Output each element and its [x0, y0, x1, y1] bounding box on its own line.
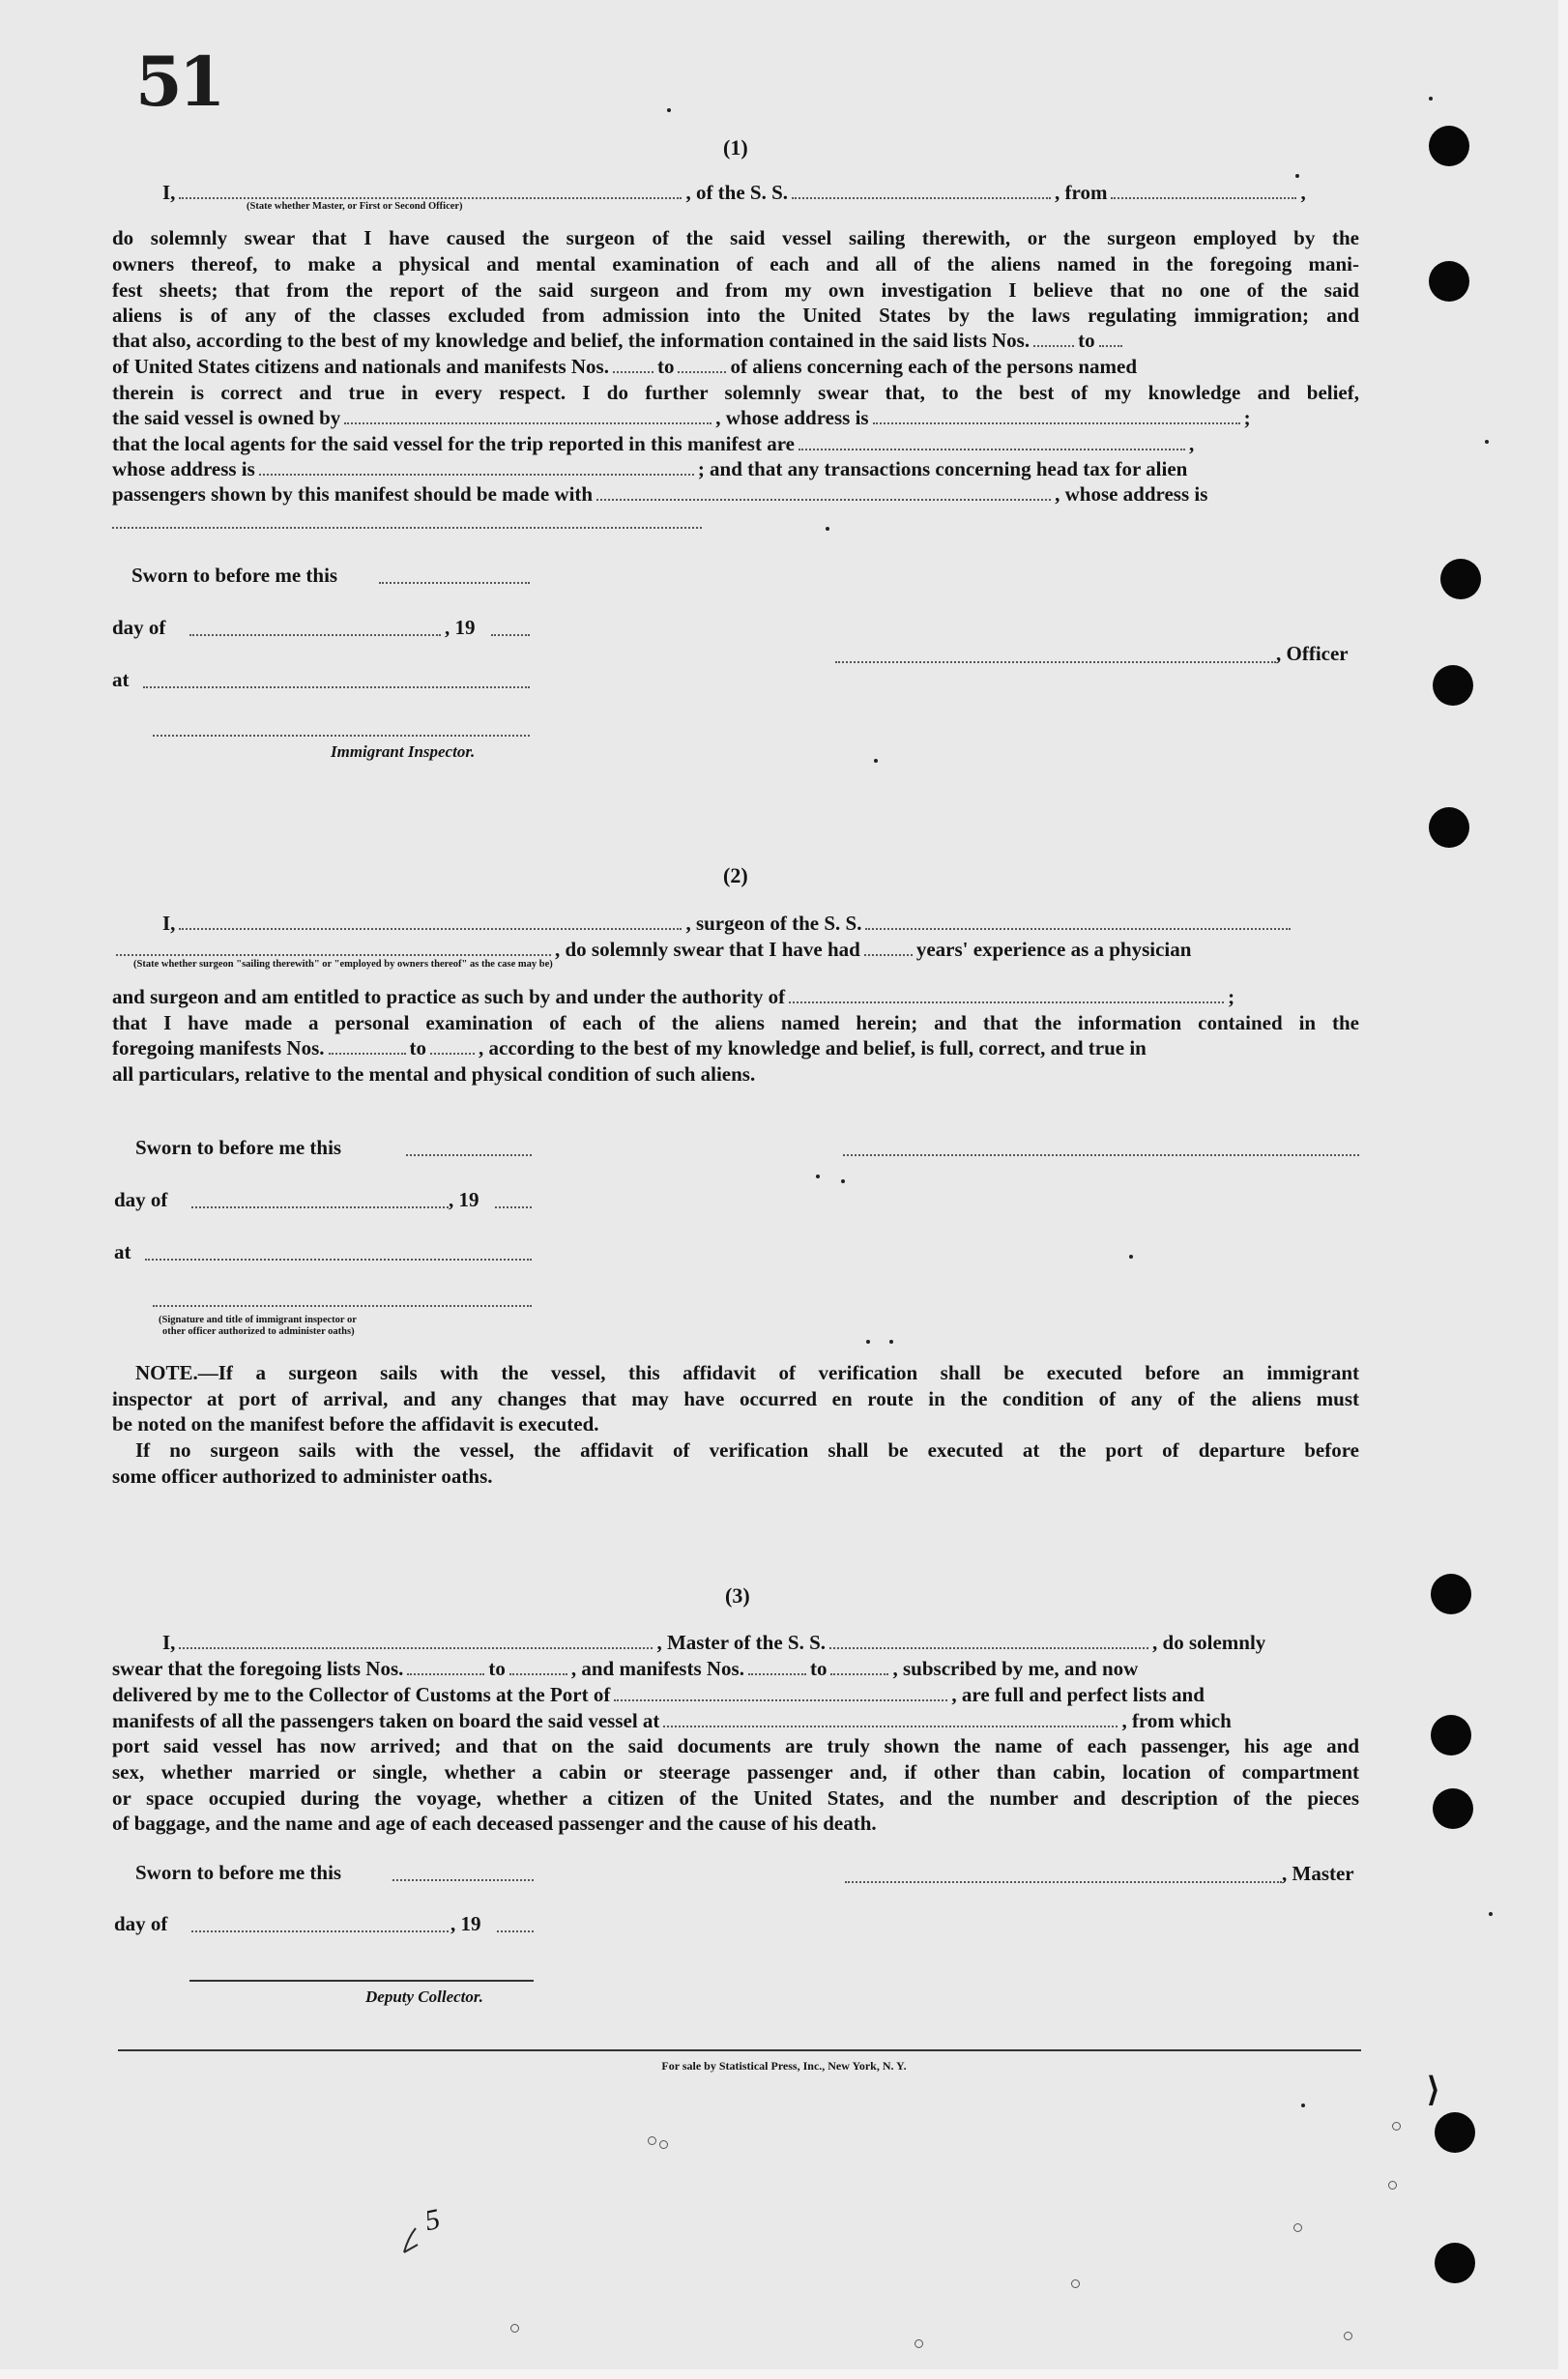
footer-rule: [118, 2049, 1361, 2051]
s1-at-label: at: [112, 668, 130, 691]
s1-line-3: owners thereof, to make a physical and mental examination of each and all of the aliens named in the foregoing mani-: [112, 252, 1359, 276]
printer-imprint: For sale by Statistical Press, Inc., New York, N. Y.: [661, 2059, 907, 2073]
page-edge-right: [1558, 0, 1568, 2379]
s1-line-1: I, , of the S. S. , from ,: [162, 181, 1306, 204]
s1-line-11: whose address is ; and that any transactions concerning head tax for alien: [112, 457, 1188, 480]
scan-ring: [510, 2324, 519, 2333]
s1-line-12: passengers shown by this manifest should be made with , whose address is: [112, 482, 1208, 506]
note-line-1: NOTE.—If a surgeon sails with the vessel, this affidavit of verification shall be executed before an immigrant: [135, 1361, 1359, 1384]
s1-day-blank: [189, 634, 441, 636]
s1-line-6: that also, according to the best of my knowledge and belief, the information contained in the said lists Nos. to: [112, 328, 1126, 353]
scan-ring: [659, 2140, 668, 2149]
scan-speck: [866, 1340, 870, 1344]
punch-hole: [1429, 807, 1469, 848]
s2-line-3: and surgeon and am entitled to practice as such by and under the authority of ;: [112, 985, 1235, 1008]
section-2-number: (2): [723, 863, 748, 887]
section-1-number: (1): [723, 135, 748, 160]
s1-inspector-blank: [153, 735, 530, 737]
s3-collector-label: Deputy Collector.: [365, 1987, 483, 2006]
page-edge-bottom: [0, 2369, 1568, 2379]
s2-line-2: , do solemnly swear that I have had years' experience as a physician: [112, 937, 1191, 962]
scan-ring: [1344, 2332, 1352, 2340]
s3-line-8: of baggage, and the name and age of each deceased passenger and the cause of his death.: [112, 1812, 877, 1835]
punch-hole: [1440, 559, 1481, 599]
scan-speck: [1295, 174, 1299, 178]
s1-line-7: of United States citizens and nationals and manifests Nos. to of aliens concerning each of the persons named: [112, 355, 1138, 378]
s3-collector-line: [189, 1980, 534, 1982]
s3-year-blank: [497, 1930, 534, 1932]
note-line-5: some officer authorized to administer oaths.: [112, 1465, 493, 1488]
scan-speck: [1485, 440, 1489, 444]
surgeon-hint: (State whether surgeon "sailing therewith" or "employed by owners thereof" as the case may be): [133, 959, 553, 970]
s2-at-label: at: [114, 1240, 131, 1263]
s3-day-label: day of: [114, 1912, 168, 1935]
sheet-number: 51: [135, 42, 222, 122]
scan-ring: [648, 2136, 656, 2145]
scan-speck: [826, 527, 829, 531]
scan-speck: [874, 759, 878, 763]
s1-officer-label: , Officer: [1276, 642, 1349, 665]
scan-ring: [1293, 2223, 1302, 2232]
s2-line-1: I, , surgeon of the S. S.: [162, 911, 1294, 936]
s1-day-label: day of: [112, 616, 166, 639]
note-line-4: If no surgeon sails with the vessel, the affidavit of verification shall be executed at the port of departure before: [135, 1438, 1359, 1462]
handwritten-page-number: 5: [421, 2202, 444, 2238]
s1-continuation-line: [112, 527, 702, 529]
s3-line-1: I, , Master of the S. S. , do solemnly: [162, 1631, 1266, 1654]
s1-sworn-blank: [379, 582, 530, 584]
punch-hole: [1431, 1715, 1471, 1755]
scan-ring: [915, 2339, 923, 2348]
s1-sworn-label: Sworn to before me this: [131, 564, 338, 587]
s3-line-6: sex, whether married or single, whether a cabin or steerage passenger and, if other than cabin, location of compartment: [112, 1760, 1359, 1784]
punch-hole: [1431, 1574, 1471, 1614]
s1-line-8: therein is correct and true in every respect. I do further solemnly swear that, to the best of my knowledge and belief,: [112, 381, 1359, 404]
s1-year-blank: [491, 634, 530, 636]
s3-sworn-blank: [392, 1879, 534, 1881]
s2-at-blank: [145, 1259, 532, 1261]
s1-line-5: aliens is of any of the classes excluded from admission into the United States by the laws regulating immigration; and: [112, 304, 1359, 327]
punch-hole: [1435, 2112, 1475, 2153]
s1-at-blank: [143, 686, 530, 688]
handwritten-page-mark: [396, 2204, 503, 2262]
punch-hole: [1429, 126, 1469, 166]
s2-sig-hint-2: other officer authorized to administer oaths): [162, 1326, 355, 1337]
scan-speck: [889, 1340, 893, 1344]
s2-line-4: that I have made a personal examination of each of the aliens named herein; and that the information contained in the: [112, 1011, 1359, 1034]
scan-speck: [1301, 2103, 1305, 2107]
note-line-2: inspector at port of arrival, and any changes that may have occurred en route in the condition of any of the aliens must: [112, 1387, 1359, 1410]
s2-day-label: day of: [114, 1188, 168, 1211]
s1-line-10: that the local agents for the said vessel for the trip reported in this manifest are ,: [112, 432, 1195, 455]
scan-speck: [1129, 1255, 1133, 1259]
s3-master-label: , Master: [1282, 1862, 1354, 1885]
s3-line-5: port said vessel has now arrived; and that on the said documents are truly shown the name of each passenger, his age and: [112, 1734, 1359, 1757]
s3-line-3: delivered by me to the Collector of Customs at the Port of , are full and perfect lists and: [112, 1683, 1205, 1706]
s2-line-5: foregoing manifests Nos. to , according to the best of my knowledge and belief, is full, correct, and true in: [112, 1036, 1147, 1059]
s1-officer-blank: [835, 661, 1276, 663]
note-line-3: be noted on the manifest before the affidavit is executed.: [112, 1412, 599, 1436]
scan-speck: [1429, 97, 1433, 101]
scan-speck: [667, 108, 671, 112]
s2-line-6: all particulars, relative to the mental and physical condition of such aliens.: [112, 1062, 756, 1086]
scan-ring: [1388, 2181, 1397, 2190]
s1-line-4: fest sheets; that from the report of the said surgeon and from my own investigation I believe that no one of the said: [112, 278, 1359, 302]
s3-line-4: manifests of all the passengers taken on board the said vessel at , from which: [112, 1709, 1232, 1732]
s2-year-blank: [495, 1206, 532, 1208]
officer-hint: (State whether Master, or First or Second Officer): [247, 201, 463, 212]
scan-ring: [1071, 2279, 1080, 2288]
s1-inspector-label: Immigrant Inspector.: [331, 742, 476, 761]
s3-line-7: or space occupied during the voyage, whether a citizen of the United States, and the number and description of the pieces: [112, 1786, 1359, 1810]
s3-day-blank: [191, 1930, 449, 1932]
scan-speck: [816, 1175, 820, 1178]
s2-year-label: , 19: [449, 1188, 479, 1211]
s2-sworn-label: Sworn to before me this: [135, 1136, 342, 1159]
s2-signature-blank: [843, 1154, 1359, 1156]
punch-hole: [1433, 665, 1473, 706]
s3-sworn-label: Sworn to before me this: [135, 1861, 342, 1884]
s3-master-blank: [845, 1881, 1282, 1883]
section-3-number: (3): [725, 1583, 750, 1608]
s1-line-2: do solemnly swear that I have caused the surgeon of the said vessel sailing therewith, or the surgeon employed by the: [112, 226, 1359, 249]
s1-line-9: the said vessel is owned by , whose address is ;: [112, 406, 1251, 429]
s2-sworn-blank: [406, 1154, 532, 1156]
s1-year-label: , 19: [445, 616, 476, 639]
punch-hole: [1433, 1788, 1473, 1829]
scan-speck: [1489, 1912, 1493, 1916]
margin-tick: ⟩: [1427, 2073, 1440, 2108]
s2-day-blank: [191, 1206, 449, 1208]
scan-speck: [841, 1179, 845, 1183]
s3-line-2: swear that the foregoing lists Nos. to , and manifests Nos. to , subscribed by me, and now: [112, 1657, 1139, 1680]
scan-ring: [1392, 2122, 1401, 2131]
s2-sig-hint-1: (Signature and title of immigrant inspector or: [159, 1315, 357, 1325]
punch-hole: [1429, 261, 1469, 302]
s3-year-label: , 19: [450, 1912, 481, 1935]
s2-inspector-blank: [153, 1305, 532, 1307]
punch-hole: [1435, 2243, 1475, 2283]
